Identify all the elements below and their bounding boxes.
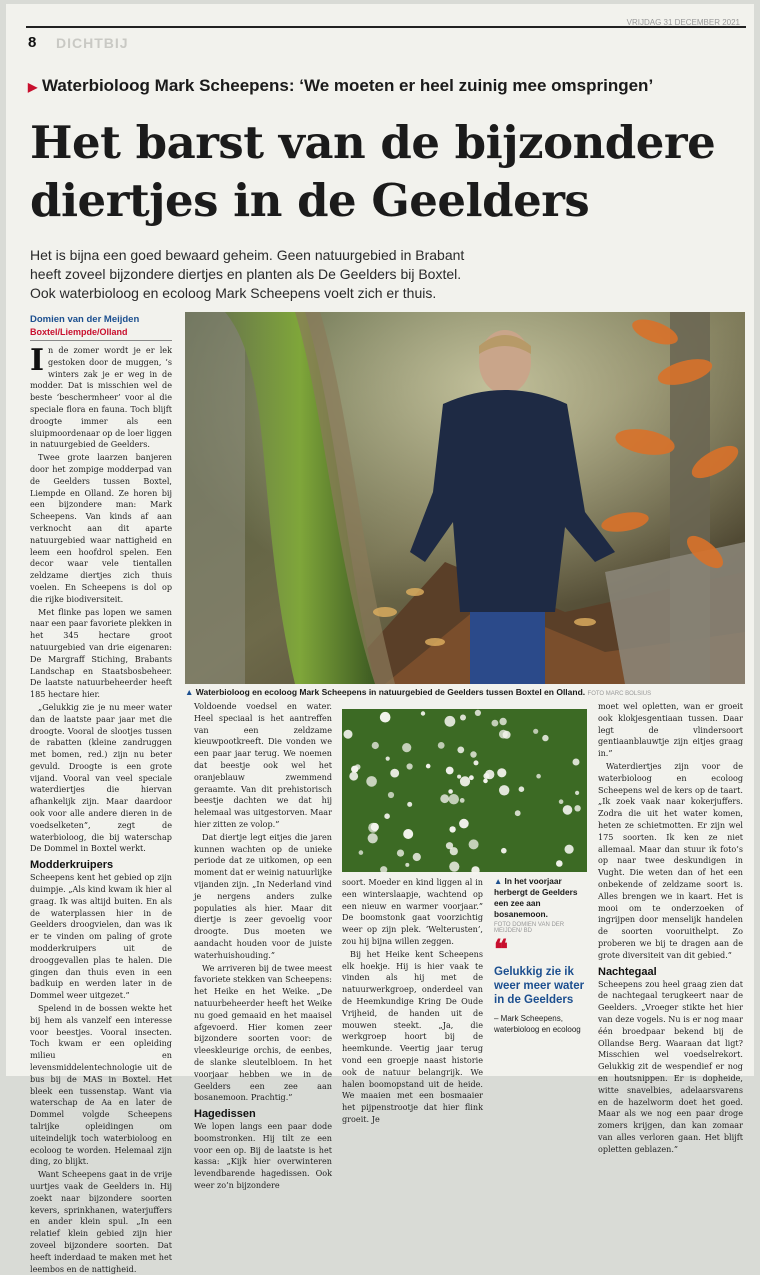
article-paragraph: Want Scheepens gaat in de vrije uurtjes vaak de Geelders in. Hij zoekt naar bijzondere soorten kevers, sprinkhanen, waterjuffers en ander klein spul. „In een relatief klein gebied zijn hier zoveel bijzondere soorten. Dat heeft inderdaad te maken met het leembos en de nattigheid.: [30, 1169, 172, 1274]
article-paragraph: Twee grote laarzen banjeren door het zompige modderpad van de Geelders tussen Boxtel, Liempde en Olland. Ze horen bij een bijzondere man: Mark Scheepens. Van kinds af aan verknocht aan dit aparte natuurgebied waar nattigheid en leem een hoofdrol spelen. Een decor waar vele tientallen zeldzame diertjes zich thuis voelen. En Scheepens is dol op die rijke biodiversiteit.: [30, 452, 172, 604]
article-column-3: [342, 877, 483, 1124]
byline-rule: [30, 340, 172, 341]
lead-paragraph: Het is bijna een goed bewaard geheim. Geen natuurgebied in Brabant heeft zoveel bijzondere diertjes en planten als De Geelders bij Boxtel. Ook waterbioloog en ecoloog Mark Scheepens voelt zich er thuis.: [30, 247, 465, 301]
article-paragraph: „Gelukkig zie je nu meer water dan de laatste paar jaar met die droogte. Vooral de slootjes tussen de rabatten (kleine zandruggen met bomen, red.) zijn nu beter gevuld. Droogte is een grote vijand. Vooral van veel speciale waterdiertjes die hiervan afhankelijk zijn. Maar daardoor ook voor alle andere dieren in de voedselketen”, zegt de waterbioloog, die bij waterschap De Dommel in Boxtel werkt.: [30, 701, 172, 854]
newspaper-page: [6, 4, 754, 1274]
dropcap: I: [30, 343, 45, 378]
subheading: Modderkruipers: [30, 859, 114, 872]
anemone-photo: [342, 709, 587, 872]
headline: Het barst van de bijzondere diertjes in de Geelders: [30, 116, 716, 227]
subheading: Nachtegaal: [598, 965, 657, 978]
main-photo: [185, 312, 745, 684]
anemone-photo-caption: ▲ In het voorjaar herbergt de Geelders een zee aan bosanemoon. FOTO DOMIEN VAN DER MEIJDEN/ BD: [494, 876, 590, 934]
main-photo-caption: ▲ Waterbioloog en ecoloog Mark Scheepens in natuurgebied de Geelders tussen Boxtel en Olland. FOTO MARC BOLSIUS: [185, 687, 652, 697]
kicker-label: Waterbioloog Mark Scheepens:: [41, 76, 295, 95]
article-column-2: [194, 701, 332, 1191]
kicker-quote: ‘We moeten er heel zuinig mee omspringen’: [299, 76, 654, 95]
photo-credit: FOTO DOMIEN VAN DER MEIJDEN/ BD: [494, 922, 565, 934]
pull-quote-text: Gelukkig zie ik weer meer water in de Geelders: [494, 966, 585, 1006]
page-number: 8: [28, 34, 37, 51]
caption-triangle-icon: ▲: [185, 687, 194, 697]
article-column-1: [30, 343, 172, 1274]
quote-mark-icon: ❝: [494, 935, 508, 965]
article-paragraph: Dat diertje legt eitjes die jaren kunnen wachten op de unieke periode dat ze uitkomen, op een moment dat er weinig natuurlijke vijanden zijn. „In Nederland vind je nergens anders zulke populaties als hier. Maar dit diertje is zeer gevoelig voor droogte. Dus moeten we aandacht houden voor de juiste waterhuishouding.”: [194, 831, 332, 960]
article-paragraph: moet wel opletten, wan er groeit ook klokjesgentiaan tussen. Daar legt de vlindersoort gentiaanblauwtje zijn eitjes graag in.”: [598, 701, 743, 759]
article-paragraph: Voldoende voedsel en water. Heel speciaal is het aantreffen van een zeldzame kieuwpootkreeft. Die vonden we een paar jaar terug. We noemen dat beestje ook wel het oranjeblauw zwemmend geraamte. Van dit prehistorisch beestje dachten we dat hij helemaal was uitgestorven. Maar hier zitten ze volop.”: [194, 701, 332, 829]
anemone-photo-image: [342, 709, 587, 872]
caption-triangle-icon: ▲: [494, 876, 503, 886]
kicker-bullet-icon: ▶: [28, 80, 38, 94]
article-paragraph: Scheepens zou heel graag zien dat de nachtegaal terugkeert naar de Geelders. „Vroeger stikte het hier van deze vogels. Nu is er nog maar één broedpaar bekend bij de Ollandse Berg. Waaraan dat ligt? Misschien wel voedselrekort. Gelukkig zit de wespendief er nog en houtsnippen. Er is dopheide, witte snavelbies, adelaarsvarens en de hazelworm doet het goed. Maar als we nog een paar droge zomers krijgen, dan kan zomaar van alles verloren gaan. Het blijft opletten geblazen.”: [598, 978, 743, 1154]
article-paragraph: Met flinke pas lopen we samen naar een paar favoriete plekken in het 345 hectare groot natuurgebied van drie eigenaren: De Margraff Stiching, Brabants Landschap en Staatsbosbeheer. De laatste natuurbeheerder heeft 185 hectare hier.: [30, 606, 172, 700]
byline-place: Boxtel/Liempde/Olland: [30, 327, 128, 337]
issue-date: VRIJDAG 31 DECEMBER 2021: [626, 18, 740, 27]
pull-quote: [494, 935, 586, 1035]
article-paragraph: Bij het Heike kent Scheepens elk hoekje. Hij is hier vaak te vinden als hij met de natuurwerkgroep, onderdeel van de Heemkundige Kring De Oude Vrijheid, de handen uit de mouwen steekt. „Ja, die werkgroep hoort bij de heemkunde. Veertig jaar terug vond een groepje naast historie ook de natuur belangrijk. We halen boomopstand uit de heide. We maaien met een bosmaaier het pijpenstrootje dat hier flink groeit. Je: [342, 948, 483, 1124]
article-column-4: [598, 701, 743, 1154]
article-paragraph: We arriveren bij de twee meest favoriete stekken van Scheepens: het Heike en het Weike. „De natuurbeheerder heeft het Weike nu goed gemaaid en het maaisel afgevoerd. Hier komen zeer bijzondere soorten voor: de vleeskleurige orchis, de eenbes, de slanke sleutelbloem. In het voorjaar hebben we in de Geelders een zee aan bosanemoon. Prachtig.”: [194, 962, 332, 1103]
article-paragraph: In de zomer wordt je er lek gestoken door de muggen, ’s winters zak je er weg in de modder. Dat is misschien wel de beste ‘beschermheer’ voor al die speciale flora en fauna. Toch blijft droogte immer als een sluipmoordenaar op de loer liggen in natuurgebied de Geelders.: [30, 343, 172, 450]
section-name: DICHTBIJ: [56, 35, 129, 51]
main-photo-image: [185, 312, 745, 684]
article-paragraph: Spelend in de bossen wekte het bij hem als vanzelf een interesse voor beestjes. Vooral insecten. Toch kwam er een opleiding milieu en levensmiddelentechnologie uit de bus bij de MAS in Boxtel. Het bleek een tussenstap. Want via waterschap de Aa en later de Dommel volgde Scheepens talrijke opleidingen om uiteindelijk toch waterbioloog en ecoloog te worden. Helemaal zijn ding, zo blijkt.: [30, 1003, 172, 1167]
article-paragraph: Scheepens kent het gebied op zijn duimpje. „Als kind kwam ik hier al graag. Ik was altijd buiten. En als de waterplassen hier in de Geelders droogvielen, dan was ik er te vinden om paling of grote modderkruipers uit de drooggevallen plas te halen. Die gingen dan thuis even in een badkuip en werden later in de Dommel weer uitgezet.”: [30, 872, 172, 1001]
article-paragraph: soort. Moeder en kind liggen al in een winterslaapje, wachtend op een nieuw en warmer voorjaar.” De boomstonk gaat voorzichtig weer op zijn plek. ‘Welterusten’, zou hij bijna willen zeggen.: [342, 877, 483, 946]
pull-quote-attribution: – Mark Scheepens, waterbioloog en ecoloog: [494, 1014, 581, 1034]
kicker: [28, 76, 748, 96]
photo-credit: FOTO MARC BOLSIUS: [587, 691, 652, 697]
article-paragraph: Waterdiertjes zijn voor de waterbioloog en ecoloog Scheepens wel de kers op de taart. „Ik zoek vaak naar kokerjuffers. Zodra die uit het water komen, heten ze schietmotten. Er zijn wel 175 soorten. Ik ken ze niet allemaal. Maar dan stuur ik foto’s op naar twee deskundigen in Vught. Die weten dan of het een onbekende of zeldzame soort is. Alles brengen we in kaart. Het is mooi om te onderzoeken of ingrijpen door menselijk handelen de soorten vooruithelpt. Zo proberen we bij te dragen aan de grote diversiteit van dit gebied.”: [598, 760, 743, 960]
article-paragraph: We lopen langs een paar dode boomstronken. Hij tilt ze een voor een op. Bij de laatste is het kassa: „Kijk hier overwinteren levendbarende hagedissen. Ook weer zo’n bijzondere: [194, 1121, 332, 1191]
byline-author: Domien van der Meijden: [30, 314, 140, 325]
subheading: Hagedissen: [194, 1108, 256, 1121]
